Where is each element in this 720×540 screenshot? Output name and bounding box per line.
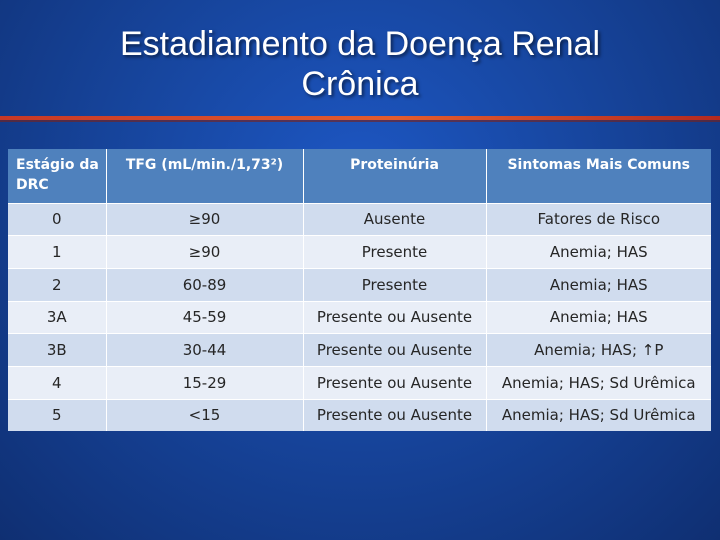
- table-header-row: [8, 149, 711, 203]
- cell-stage: 3B: [8, 334, 106, 367]
- cell-stage: 1: [8, 236, 106, 269]
- slide-title-line-2: Crônica: [301, 65, 419, 103]
- cell-proteinuria: Presente: [303, 236, 486, 269]
- cell-tfg: ≥90: [106, 203, 303, 236]
- cell-tfg: 60-89: [106, 268, 303, 301]
- staging-table: [8, 149, 711, 431]
- slide-title-line-1: Estadiamento da Doença Renal: [119, 25, 601, 63]
- table-row: [8, 334, 711, 367]
- cell-symptoms: Anemia; HAS: [486, 236, 711, 269]
- cell-stage: 5: [8, 399, 106, 431]
- cell-symptoms: Anemia; HAS: [486, 268, 711, 301]
- cell-proteinuria: Presente: [303, 268, 486, 301]
- cell-stage: 3A: [8, 301, 106, 334]
- header-tfg: TFG (mL/min./1,73²): [106, 149, 303, 203]
- staging-table-container: [8, 149, 711, 431]
- cell-tfg: 45-59: [106, 301, 303, 334]
- cell-symptoms: Anemia; HAS; Sd Urêmica: [486, 366, 711, 399]
- cell-symptoms: Anemia; HAS; ↑P: [486, 334, 711, 367]
- cell-proteinuria: Ausente: [303, 203, 486, 236]
- table-row: [8, 203, 711, 236]
- cell-tfg: <15: [106, 399, 303, 431]
- table-row: [8, 399, 711, 431]
- header-symptoms: Sintomas Mais Comuns: [486, 149, 711, 203]
- cell-proteinuria: Presente ou Ausente: [303, 334, 486, 367]
- cell-tfg: ≥90: [106, 236, 303, 269]
- cell-proteinuria: Presente ou Ausente: [303, 399, 486, 431]
- cell-symptoms: Anemia; HAS: [486, 301, 711, 334]
- slide-title: [0, 24, 720, 104]
- cell-symptoms: Anemia; HAS; Sd Urêmica: [486, 399, 711, 431]
- cell-tfg: 30-44: [106, 334, 303, 367]
- table-row: [8, 301, 711, 334]
- cell-stage: 0: [8, 203, 106, 236]
- cell-tfg: 15-29: [106, 366, 303, 399]
- table-row: [8, 268, 711, 301]
- cell-stage: 2: [8, 268, 106, 301]
- cell-proteinuria: Presente ou Ausente: [303, 301, 486, 334]
- header-proteinuria: Proteinúria: [303, 149, 486, 203]
- title-divider-shadow: [0, 120, 720, 122]
- table-row: [8, 236, 711, 269]
- cell-proteinuria: Presente ou Ausente: [303, 366, 486, 399]
- header-stage: Estágio da DRC: [8, 149, 106, 203]
- cell-symptoms: Fatores de Risco: [486, 203, 711, 236]
- table-row: [8, 366, 711, 399]
- cell-stage: 4: [8, 366, 106, 399]
